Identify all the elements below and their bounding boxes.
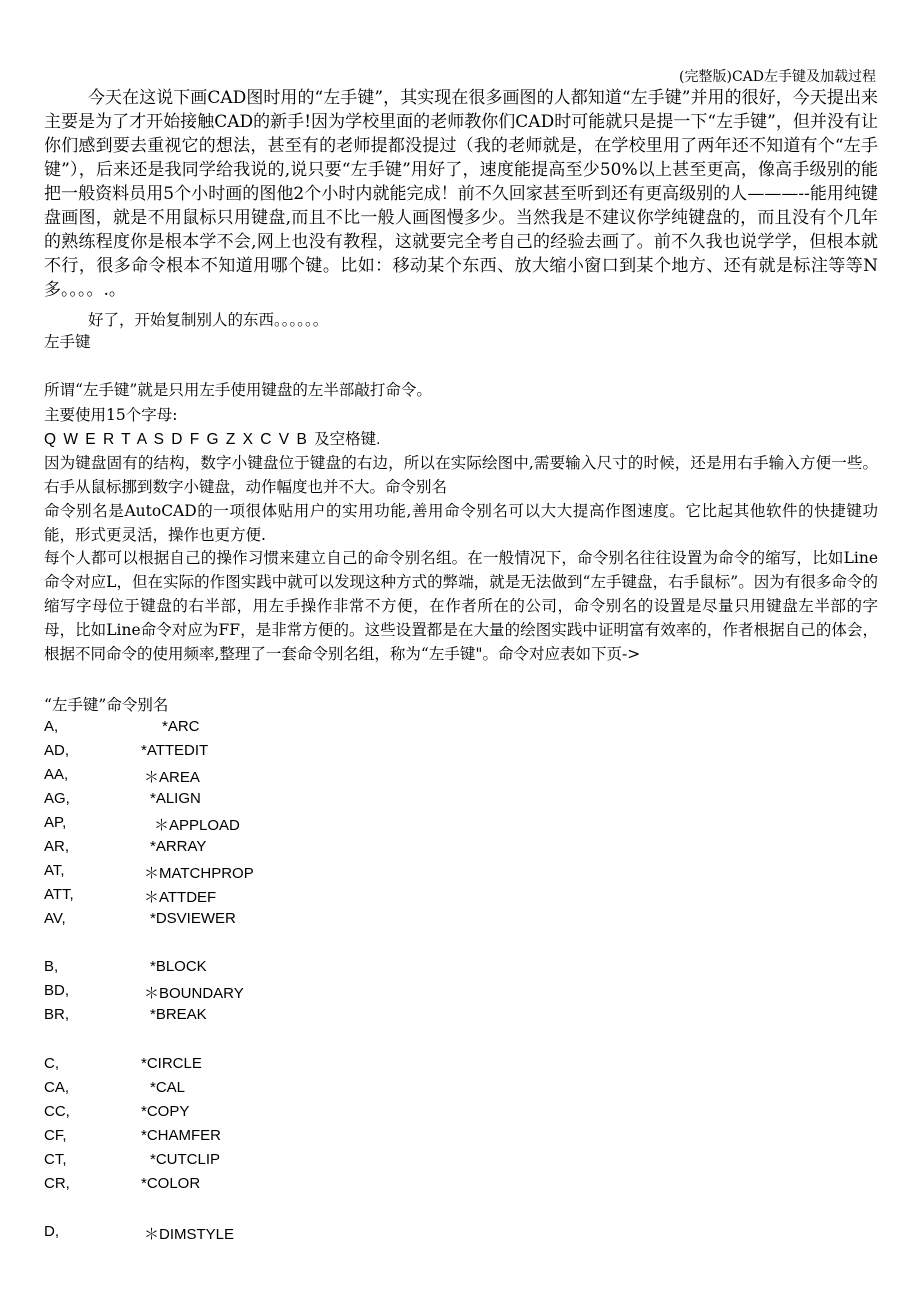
alias-key: AP, [44, 814, 67, 831]
custom-description: 每个人都可以根据自己的操作习惯来建立自己的命令别名组。在一般情况下，命令别名往往设置为命令的缩写，比如Line命令对应L，但在实际的作图实践中就可以发现这种方式的弊端，就是无法做到“左手键盘，右手鼠标”。因为有很多命令的缩写字母位于键盘的右半部，用左手操作非常不方便，在作者所在的公司，命令别名的设置是尽量只用键盘左半部的字母，比如Line命令对应为FF，是非常方便的。这些设置都是在大量的绘图实践中证明富有效率的，作者根据自己的体会，根据不同命令的使用频率,整理了一套命令别名组，称为“左手键"。命令对应表如下页-> [44, 549, 878, 663]
alias-command: *CIRCLE [141, 1055, 202, 1072]
table-title: “左手键”命令别名 [44, 696, 169, 714]
alias-key: ATT, [44, 886, 74, 903]
alias-key: BD, [44, 982, 70, 999]
alias-command: *CAL [150, 1079, 186, 1096]
alias-command: *CUTCLIP [150, 1151, 221, 1168]
alias-key: C, [44, 1055, 59, 1072]
page-header: (完整版)CAD左手键及加载过程 [679, 69, 876, 85]
alias-command: *ARC [162, 718, 200, 735]
section-title: 左手键 [44, 333, 91, 351]
alias-key: D, [44, 1223, 59, 1240]
alias-description: 命令别名是AutoCAD的一项很体贴用户的实用功能,善用命令别名可以大大提高作图速度。它比起其他软件的快捷键功能，形式更灵活，操作也更方便. [44, 502, 878, 544]
alias-key: CT, [44, 1151, 67, 1168]
alias-key: CC, [44, 1103, 70, 1120]
alias-key: BR, [44, 1006, 70, 1023]
alias-command: *ALIGN [150, 790, 201, 807]
letters-intro: 主要使用15个字母: [44, 406, 178, 424]
alias-key: B, [44, 958, 59, 975]
reason-paragraph: 因为键盘固有的结构，数字小键盘位于键盘的右边，所以在实际绘图中,需要输入尺寸的时候，还是用右手输入方便一些。右手从鼠标挪到数字小键盘，动作幅度也并不大。命令别名 [44, 454, 878, 496]
letters-line: Q W E R T A S D F G Z X C V B 及空格键. [44, 431, 381, 448]
alias-command: ＊BOUNDARY [144, 985, 244, 1002]
alias-key: A, [44, 718, 59, 735]
alias-command: *COLOR [141, 1175, 201, 1192]
alias-command: *CHAMFER [141, 1127, 222, 1144]
alias-command: *ATTEDIT [141, 742, 209, 759]
alias-command: *ARRAY [150, 838, 207, 855]
alias-key: AA, [44, 766, 69, 783]
alias-key: AT, [44, 862, 65, 879]
alias-command: *COPY [141, 1103, 190, 1120]
alias-command: ＊ATTDEF [144, 889, 217, 906]
alias-key: AG, [44, 790, 70, 807]
alias-command: ＊APPLOAD [154, 817, 240, 834]
intro-paragraph: 今天在这说下画CAD图时用的“左手键”，其实现在很多画图的人都知道“左手键”并用的很好，今天提出来主要是为了才开始接触CAD的新手!因为学校里面的老师教你们CAD时可能就只是提一下“左手键”，但并没有让你们感到要去重视它的想法，甚至有的老师提都没提过（我的老师就是，在学校里用了两年还不知道有个“左手键”），后来还是我同学给我说的,说只要“左手键”用好了，速度能提高至少50%以上甚至更高，像高手级别的能把一般资料员用5个小时画的图他2个小时内就能完成！前不久回家甚至听到还有更高级别的人———--能用纯键盘画图，就是不用鼠标只用键盘,而且不比一般人画图慢多少。当然我是不建议你学纯键盘的，而且没有个几年的熟练程度你是根本学不会,网上也没有教程，这就要完全考自己的经验去画了。前不久我也说学学，但根本就不行，很多命令根本不知道用哪个键。比如：移动某个东西、放大缩小窗口到某个地方、还有就是标注等等N多。。。。.。 [44, 88, 878, 300]
alias-key: CF, [44, 1127, 67, 1144]
alias-command: ＊DIMSTYLE [144, 1226, 235, 1243]
alias-key: AR, [44, 838, 70, 855]
alias-key: AV, [44, 910, 66, 927]
start-copy-line: 好了，开始复制别人的东西。。。。。。 [88, 311, 329, 329]
alias-command: *BLOCK [150, 958, 207, 975]
definition-line: 所谓“左手键”就是只用左手使用键盘的左半部敲打命令。 [44, 381, 432, 399]
alias-command: ＊AREA [144, 769, 200, 786]
alias-command: ＊MATCHPROP [144, 865, 254, 882]
alias-key: CA, [44, 1079, 70, 1096]
alias-key: AD, [44, 742, 70, 759]
alias-command: *BREAK [150, 1006, 207, 1023]
alias-command: *DSVIEWER [150, 910, 236, 927]
alias-key: CR, [44, 1175, 70, 1192]
